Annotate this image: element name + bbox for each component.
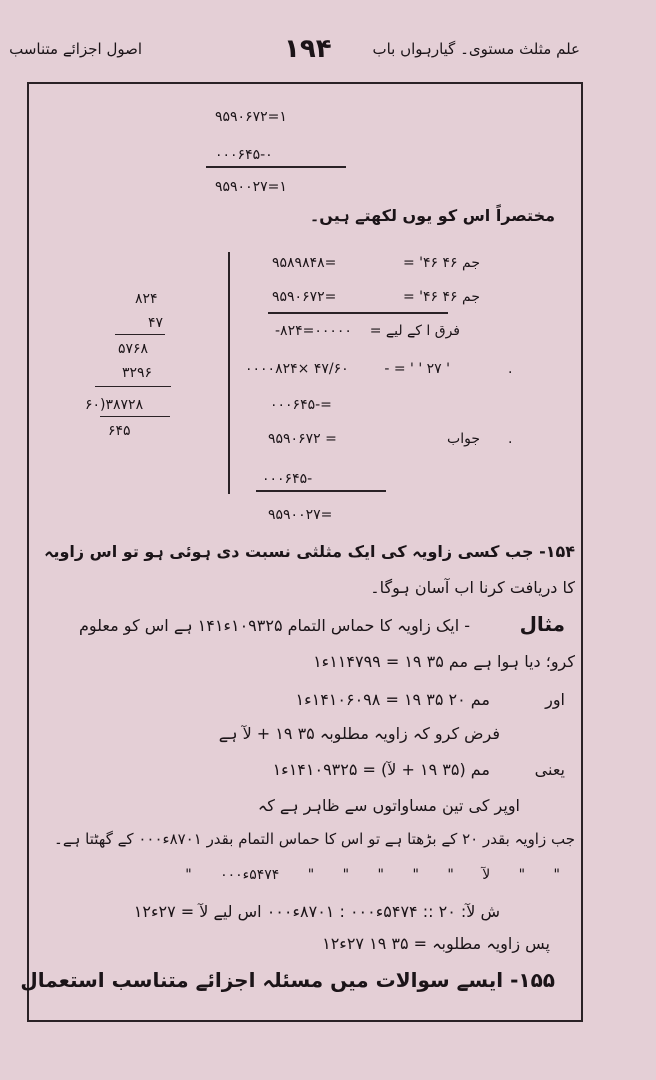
example-line5: مم (۳۵ ۱۹ + لآ) = ۱۴۱۰۹۳۲۵ء۱	[272, 760, 490, 779]
example-line5-label: یعنی	[534, 760, 565, 779]
table-r6-value: ۹۵۹۰۶۷۲ =	[268, 431, 337, 447]
side-calc-c: ۵۷۶۸	[118, 341, 149, 357]
side-calc-f: ۶۴۵	[108, 423, 131, 439]
example-line3-label: اور	[545, 690, 565, 709]
side-calc-e: ۶۰)۳۸۷۲۸	[85, 397, 144, 413]
example-line3: مم ۲۰ ۳۵ ۱۹ = ۱۴۱۰۶۰۹۸ء۱	[295, 690, 490, 709]
side-calc-d: ۳۲۹۶	[122, 365, 153, 381]
top-calc-line1: ۹۵۹۰۶۷۲=۱	[215, 109, 287, 125]
table-r3-value: -۸۲۴=۰۰۰۰۰	[275, 323, 352, 339]
example-line2: کرو؛ دیا ہوا ہے مم ۳۵ ۱۹ = ۱۱۴۷۹۹ء۱	[313, 652, 575, 671]
example-line9: ش لآ: ۲۰ :: ۵۴۷۴ء۰۰۰ : ۸۷۰۱ء۰۰۰ اس لیے لآ = ۲۷ء۱۲	[133, 902, 500, 921]
top-calc-rule	[206, 166, 346, 168]
section-154-line2: کا دریافت کرنا اب آسان ہوگا۔	[370, 578, 575, 597]
section-155: ۱۵۵- ایسے سوالات میں مسئلہ اجزائے متناسب استعمال	[20, 968, 555, 992]
table-r8-value: ۹۵۹۰۰۲۷=	[268, 507, 333, 523]
example-line1: - ایک زاویہ کا حماس التمام ۱۰۹۳۲۵ء۱۴۱ ہے اس کو معلوم	[78, 616, 470, 635]
example-line7: جب زاویہ بقدر ۲۰ کے بڑھتا ہے تو اس کا حماس التمام بقدر ۸۷۰۱ء۰۰۰ کے گھٹتا ہے۔	[54, 830, 575, 848]
side-calc-rule-1	[115, 334, 165, 335]
side-calc-rule-2	[95, 386, 171, 387]
table-r7-value: ۰۰۰۶۴۵-	[262, 471, 313, 487]
side-calc-a: ۸۲۴	[135, 291, 158, 307]
example-line8: " " لآ " " " " " ۵۴۷۴ء۰۰۰ "	[185, 867, 560, 883]
example-line4: فرض کرو کہ زاویہ مطلوبہ ۳۵ ۱۹ + لآ ہے	[218, 724, 500, 743]
example-line6: اوپر کی تین مساواتوں سے ظاہر ہے کہ	[257, 796, 520, 815]
top-calc-line3: ۹۵۹۰۰۲۷=۱	[215, 179, 287, 195]
table-r5-value: ۰۰۰۶۴۵-=	[270, 397, 332, 413]
table-rule-2	[256, 490, 386, 492]
table-r4-label: ' ۲۷ ' ' = -	[384, 361, 450, 377]
top-calc-line2: ۰۰۰۶۴۵-۰	[215, 147, 273, 163]
table-r3-label: فرق ا کے لیے =	[369, 323, 460, 339]
column-divider	[228, 252, 230, 494]
short-form-heading: مختصراً اس کو یوں لکھتے ہیں۔	[309, 206, 555, 225]
table-r1-value: ۹۵۸۹۸۴۸=	[272, 255, 337, 271]
page-number: ۱۹۴	[284, 34, 332, 64]
side-calc-b: ۴۷	[148, 315, 164, 331]
table-r4-value: ۰۰۰۰۸۲۴× ۴۷/۶۰	[245, 361, 349, 377]
table-rule-1	[268, 312, 448, 314]
table-r1-label: جم ۴۶ ۴۶' =	[403, 255, 480, 271]
example-line10: پس زاویہ مطلوبہ = ۳۵ ۱۹ ۲۷ء۱۲	[322, 934, 550, 953]
section-154-line1: ۱۵۴- جب کسی زاویہ کی ایک مثلثی نسبت دی ہوئی ہو تو اس زاویہ	[44, 542, 575, 561]
running-header-left: اصول اجزائے متناسب	[9, 40, 142, 58]
side-calc-rule-3	[100, 416, 170, 417]
running-header-right: علم مثلث مستوی۔ گیارہواں باب	[372, 40, 580, 58]
table-r6-label: جواب	[447, 431, 480, 447]
example-label: مثال	[519, 612, 565, 636]
table-r2-label: جم ۴۶ ۴۶' =	[403, 289, 480, 305]
table-r2-value: ۹۵۹۰۶۷۲=	[272, 289, 337, 305]
